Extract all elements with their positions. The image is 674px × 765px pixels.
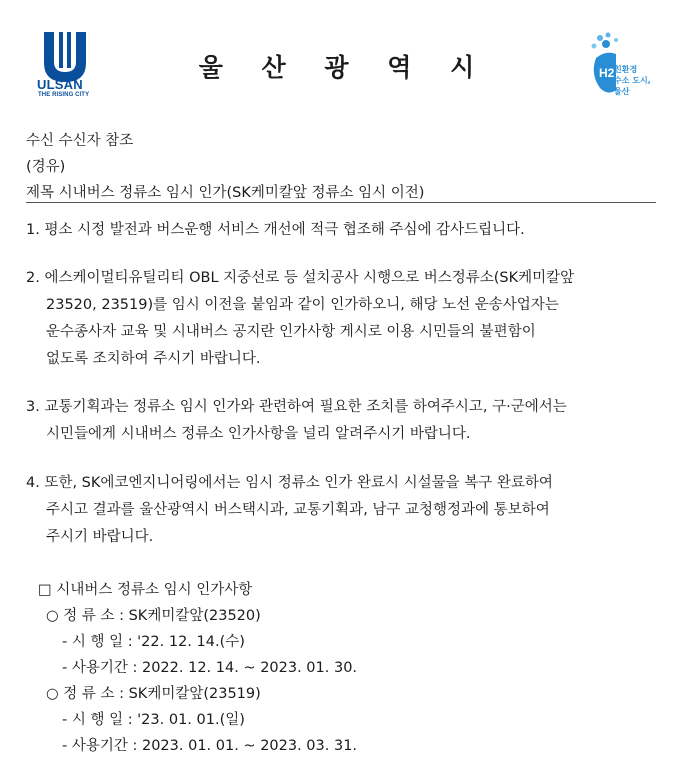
h2-logo-caption	[614, 64, 664, 97]
permits-heading: □ 시내버스 정류소 임시 인가사항	[38, 582, 253, 598]
paragraph-3	[26, 394, 567, 448]
paragraph-line: 4. 또한, SK에코엔지니어링에서는 임시 정류소 인가 완료시 시설물을 복구 완료하여	[26, 475, 553, 491]
paragraph-2	[26, 265, 574, 373]
logo-text: ULSAN	[37, 77, 83, 92]
permit-stop: ○ 정 류 소 : SK케미칼앞(23519)	[46, 686, 261, 702]
permit-period: - 사용기간 : 2023. 01. 01. ~ 2023. 03. 31.	[62, 738, 358, 754]
h2-caption-line: 친환경	[614, 65, 638, 74]
paragraph-line: 23520, 23519)를 임시 이전을 붙임과 같이 인가하오니, 해당 노선 운송사업자는	[46, 297, 559, 313]
paragraph-4	[26, 470, 553, 551]
subject-divider	[26, 202, 656, 203]
logo-subtext: THE RISING CITY	[38, 92, 90, 98]
paragraph-line: 주시기 바랍니다.	[46, 529, 154, 545]
permit-date: - 시 행 일 : '22. 12. 14.(수)	[62, 634, 245, 650]
paragraph-line: 없도록 조치하여 주시기 바랍니다.	[46, 351, 261, 367]
paragraph-line: 1. 평소 시정 발전과 버스운행 서비스 개선에 적극 협조해 주심에 감사드립니다.	[26, 222, 525, 238]
recipient-line: 수신 수신자 참조	[26, 133, 134, 149]
permit-date: - 시 행 일 : '23. 01. 01.(일)	[62, 712, 245, 728]
paragraph-1	[26, 217, 525, 244]
h2-caption-line: 울산	[614, 87, 630, 96]
h2-logo-label: H2	[599, 66, 615, 80]
paragraph-line: 시민들에게 시내버스 정류소 인가사항을 널리 알려주시기 바랍니다.	[46, 426, 471, 442]
h2-caption-line: 수소 도시,	[614, 76, 651, 85]
subject-line: 제목 시내버스 정류소 임시 인가(SK케미칼앞 정류소 임시 이전)	[26, 185, 425, 201]
paragraph-line: 2. 에스케이멀티유틸리티 OBL 지중선로 등 설치공사 시행으로 버스정류소(SK케미칼앞	[26, 270, 575, 286]
via-line: (경유)	[26, 159, 66, 175]
paragraph-line: 3. 교통기획과는 정류소 임시 인가와 관련하여 필요한 조치를 하여주시고, 구·군에서는	[26, 399, 567, 415]
paragraph-line: 주시고 결과를 울산광역시 버스택시과, 교통기획과, 남구 교청행정과에 통보하여	[46, 502, 550, 518]
page-title: 울 산 광 역 시	[198, 53, 490, 82]
permit-period: - 사용기간 : 2022. 12. 14. ~ 2023. 01. 30.	[62, 660, 358, 676]
paragraph-line: 운수종사자 교육 및 시내버스 공지란 인가사항 게시로 이용 시민들의 불편함이	[46, 324, 536, 340]
permit-stop: ○ 정 류 소 : SK케미칼앞(23520)	[46, 608, 261, 624]
